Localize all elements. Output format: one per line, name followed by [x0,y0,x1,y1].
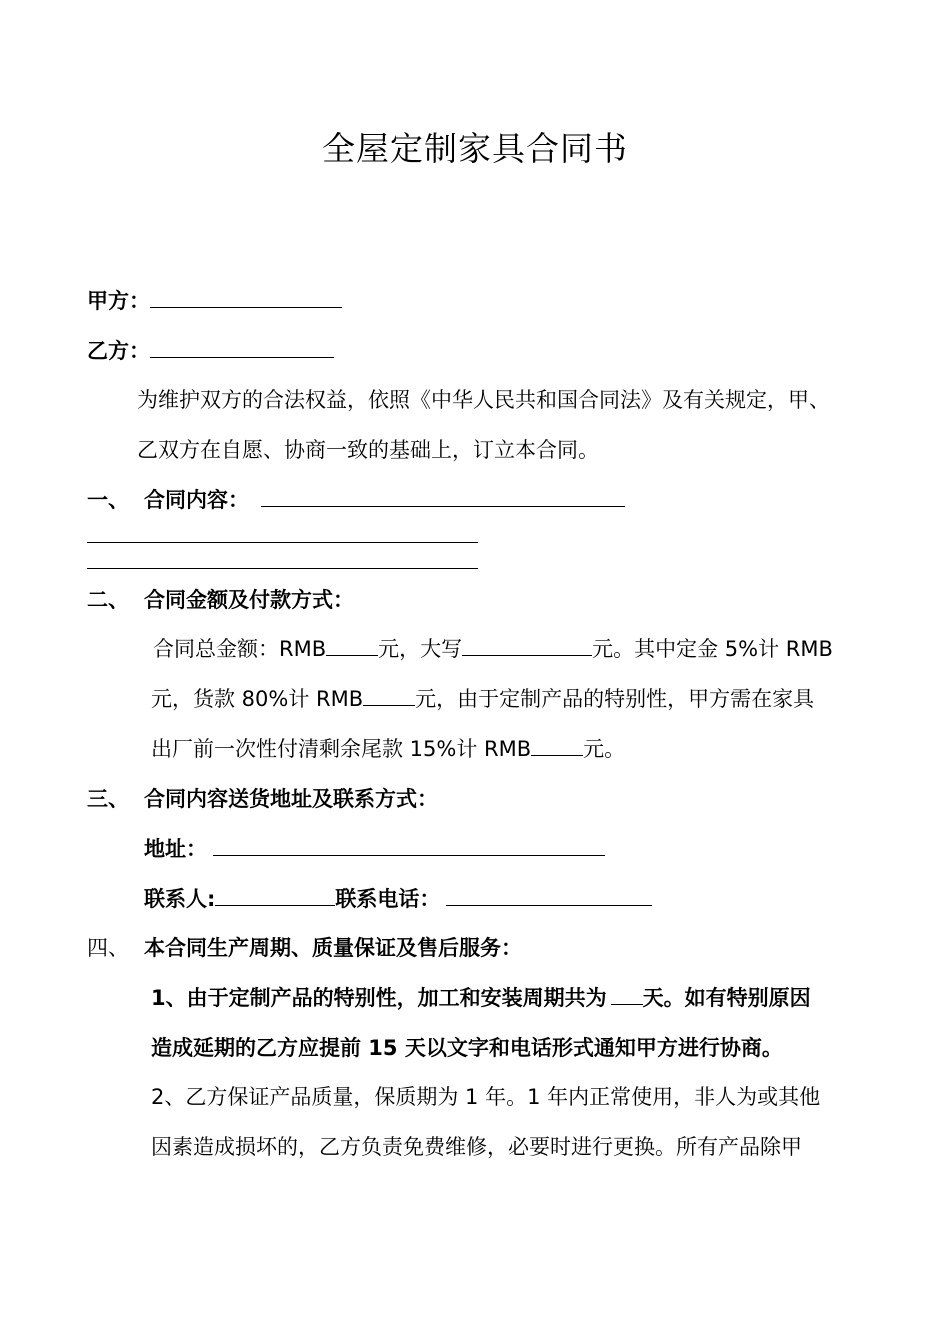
section-1-heading-row [144,486,625,514]
contract-title: 全屋定制家具合同书 [322,129,628,168]
goods-payment-label: 元，货款 80%计 RMB [151,687,364,711]
payment-clause-text: 元，由于定制产品的特别性，甲方需在家具 [415,687,815,711]
production-days-blank[interactable] [611,984,643,1005]
section-2-number: 二、 [87,588,129,612]
intro-line-1: 为维护双方的合法权益，依照《中华人民共和国合同法》及有关规定，甲、 [137,388,830,412]
amount-in-words-label: 元，大写 [378,637,463,661]
contact-row [144,885,652,913]
contract-content-blank[interactable] [261,486,625,507]
production-period-label: 1、由于定制产品的特别性，加工和安装周期共为 [151,986,607,1010]
payment-line-2 [151,685,814,713]
party-a-blank[interactable] [150,287,342,308]
party-b-row [87,337,334,365]
deposit-label: 元。其中定金 5%计 RMB [592,637,833,661]
section-2-heading: 合同金额及付款方式： [144,588,354,612]
payment-line-1 [153,635,833,663]
phone-blank[interactable] [446,885,652,906]
item-2-line-2: 因素造成损坏的，乙方负责免费维修，必要时进行更换。所有产品除甲 [151,1135,802,1159]
section-1-number: 一、 [87,488,129,512]
party-b-blank[interactable] [150,337,334,358]
contact-label: 联系人: [144,887,216,911]
contract-content-line-2[interactable] [87,542,478,543]
total-amount-blank[interactable] [326,635,378,656]
contract-content-line-3[interactable] [87,568,478,569]
section-4-number: 四、 [87,936,129,960]
party-a-label: 甲方： [87,289,150,313]
total-amount-label: 合同总金额：RMB [153,637,327,661]
section-1-heading: 合同内容： [144,488,249,512]
section-3-heading: 合同内容送货地址及联系方式： [144,787,438,811]
address-row [144,835,605,863]
goods-payment-blank[interactable] [363,685,415,706]
section-4-heading: 本合同生产周期、质量保证及售后服务： [144,936,522,960]
balance-payment-blank[interactable] [531,735,583,756]
amount-in-words-blank[interactable] [462,635,592,656]
address-label: 地址： [144,837,207,861]
phone-label: 联系电话： [335,887,441,911]
party-a-row [87,287,342,315]
party-b-label: 乙方： [87,339,150,363]
intro-line-2: 乙双方在自愿、协商一致的基础上，订立本合同。 [137,438,599,462]
production-period-text: 天。如有特别原因 [642,986,811,1010]
payment-line-3 [151,735,625,763]
item-2-line-1: 2、乙方保证产品质量，保质期为 1 年。1 年内正常使用，非人为或其他 [151,1085,821,1109]
item-1-line-2: 造成延期的乙方应提前 15 天以文字和电话形式通知甲方进行协商。 [151,1036,783,1060]
section-3-number: 三、 [87,787,129,811]
balance-payment-unit: 元。 [583,737,626,761]
item-1-line-1 [151,984,811,1012]
balance-payment-label: 出厂前一次性付清剩余尾款 15%计 RMB [151,737,532,761]
address-blank[interactable] [213,835,605,856]
contact-blank[interactable] [215,885,335,906]
